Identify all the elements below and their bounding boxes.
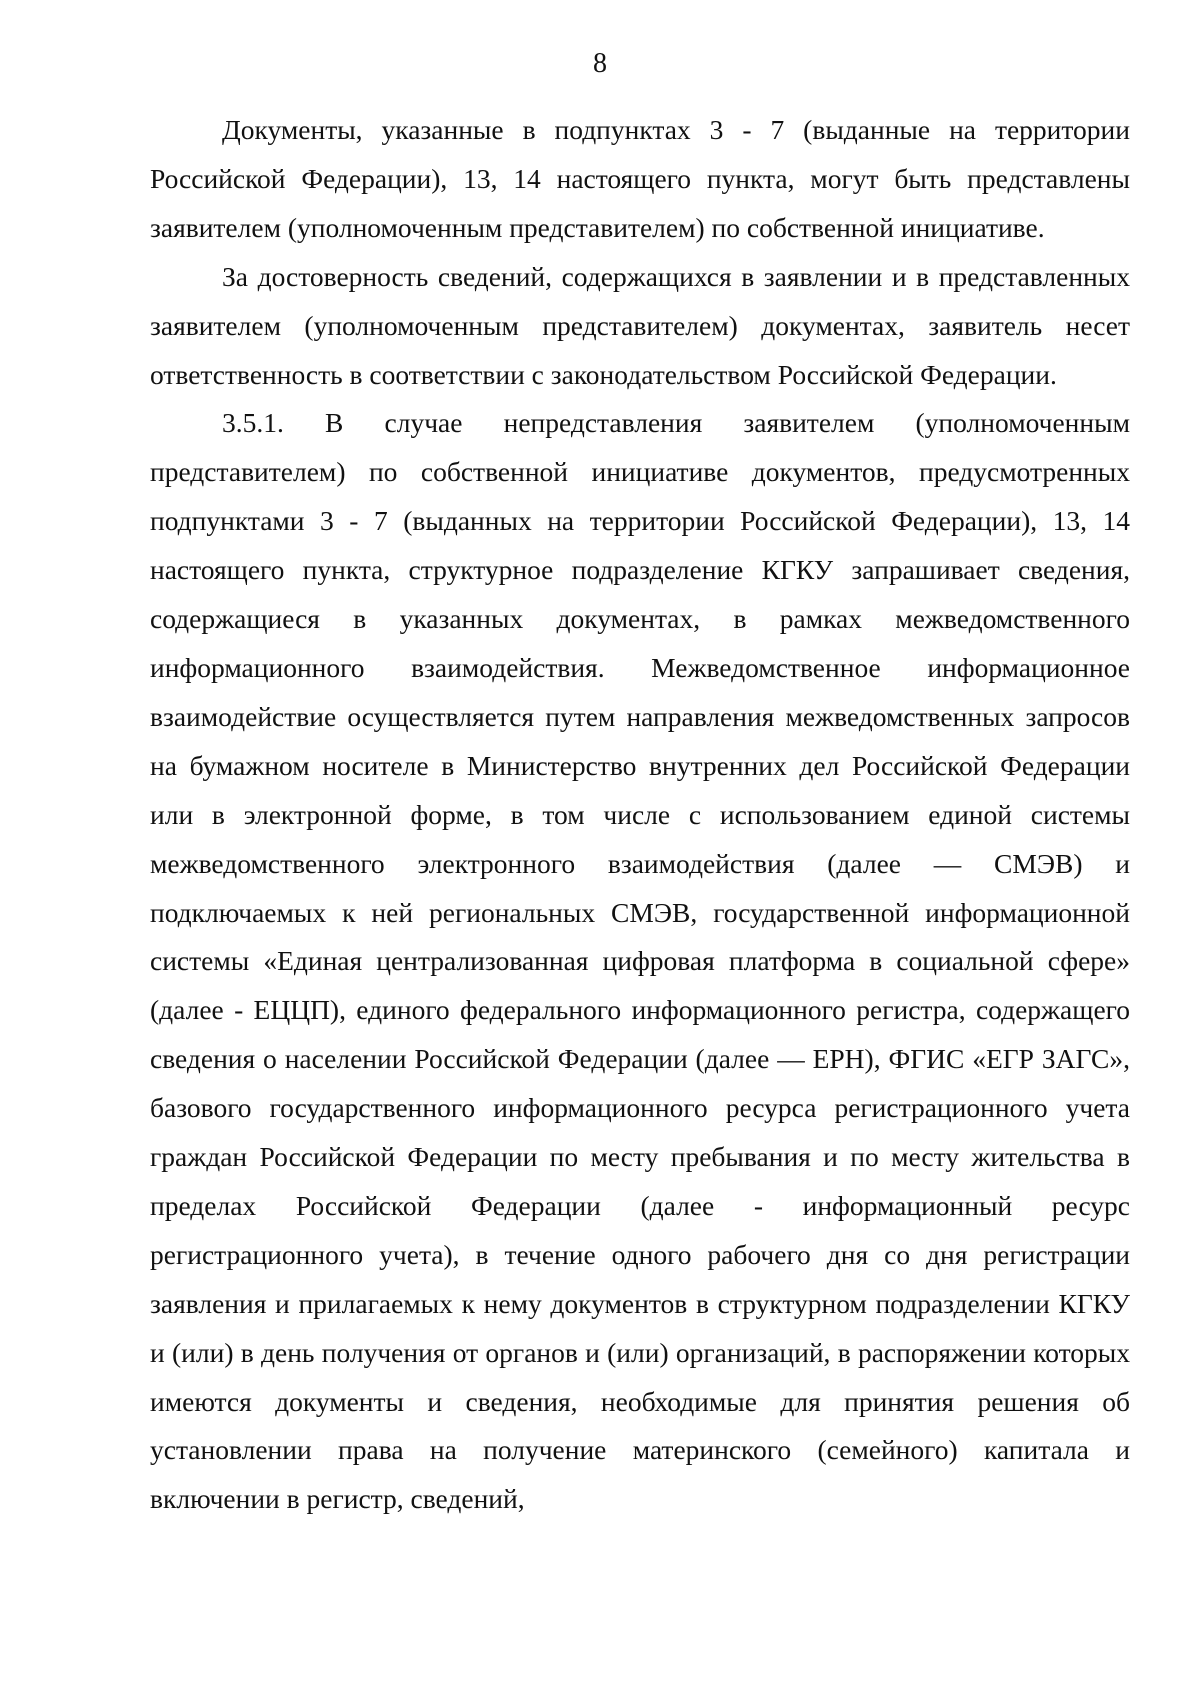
paragraph-responsibility: За достоверность сведений, содержащихся в заявлении и в представленных заявителем (уполномоченным представителем) документах, заявитель несет ответственность в соответствии с законодательством Российской Федерации. (150, 260, 1130, 390)
page-number: 8 (593, 48, 607, 79)
paragraph-documents-initiative: Документы, указанные в подпунктах 3 - 7 (выданные на территории Российской Федерации), 13, 14 настоящего пункта, могут быть представлены заявителем (уполномоченным представителем) по собственной инициативе. (150, 114, 1130, 243)
paragraph-3-5-1: 3.5.1. В случае непредставления заявителем (уполномоченным представителем) по собственной инициативе документов, предусмотренных подпунктами 3 - 7 (выданных на территории Российской Федерации), 13, 14 настоящего пункта, структурное подразделение КГКУ запрашивает сведения, содержащиеся в указанных документах, в рамках межведомственного информационного взаимодействия. Межведомственное информационное взаимодействие осуществляется путем направления межведомственных запросов на бумажном носителе в Министерство внутренних дел Российской Федерации или в электронной форме, в том числе с использованием единой системы межведомственного электронного взаимодействия (далее — СМЭВ) и подключаемых к ней региональных СМЭВ, государственной информационной системы «Единая централизованная цифровая платформа в социальной сфере» (далее - ЕЦЦП), единого федерального информационного регистра, содержащего сведения о населении Российской Федерации (далее — ЕРН), ФГИС «ЕГР ЗАГС», базового государственного информационного ресурса регистрационного учета граждан Российской Федерации по месту пребывания и по месту жительства в пределах Российской Федерации (далее - информационный ресурс регистрационного учета), в течение одного рабочего дня со дня регистрации заявления и прилагаемых к нему документов в структурном подразделении КГКУ и (или) в день получения от органов и (или) организаций, в распоряжении которых имеются документы и сведения, необходимые для принятия решения об установлении права на получение материнского (семейного) капитала и включении в регистр, сведений, (150, 407, 1130, 1515)
document-body (150, 106, 1130, 1524)
